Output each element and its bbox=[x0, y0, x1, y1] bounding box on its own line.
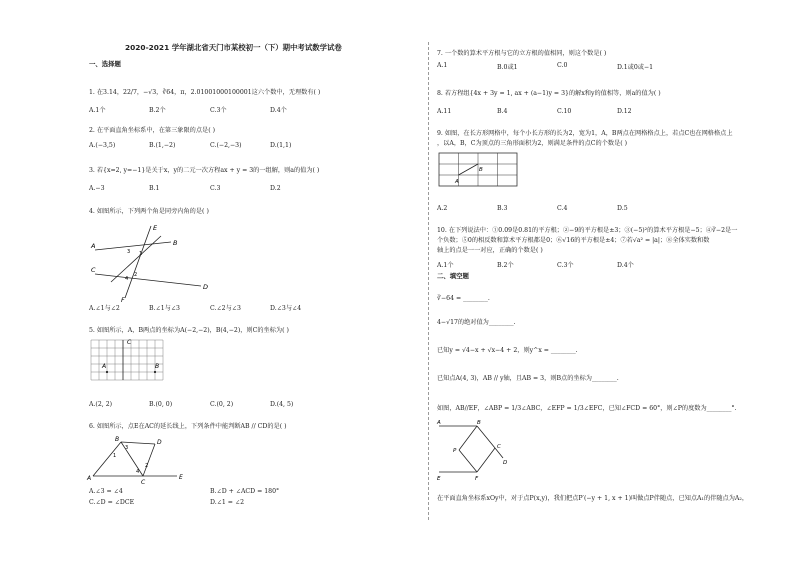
question-1: 1. 在3.14，22/7，−√3，∛64，π，2.01001000100001这六个数中，无理数有( ) bbox=[89, 89, 321, 96]
q3-option-c[interactable]: C.3 bbox=[210, 185, 221, 192]
fill-question-1: ∛−64 = ________. bbox=[437, 295, 490, 302]
f5-label-a: A bbox=[437, 420, 441, 426]
q9-label-b: B bbox=[479, 167, 483, 173]
q6-figure bbox=[87, 434, 191, 486]
f5-figure bbox=[439, 420, 519, 482]
q6-label-1: 1 bbox=[113, 453, 117, 459]
question-4: 4. 如图所示，下列两个角是同旁内角的是( ) bbox=[89, 208, 209, 215]
fill-question-6: 在平面直角坐标系xOy中，对于点P(x,y)，我们把点P′(−y + 1, x + 1)叫做点P伴随点，已知点A₁的伴随点为A₂， bbox=[437, 495, 749, 502]
q6-label-d: D bbox=[157, 439, 162, 446]
question-5: 5. 如图所示，A，B两点的坐标为A(−2,−2)，B(4,−2)，则C的坐标为( ) bbox=[89, 327, 289, 334]
q6-option-c[interactable]: C.∠D = ∠DCE bbox=[89, 499, 135, 506]
q3-option-a[interactable]: A.−3 bbox=[89, 185, 105, 192]
q4-label-e: E bbox=[153, 224, 158, 232]
q2-option-a[interactable]: A.(−3,5) bbox=[89, 142, 116, 149]
q6-label-4: 4 bbox=[136, 469, 140, 475]
question-8: 8. 若方程组{4x + 3y = 1, ax + (a−1)y = 3}的解x和y的值相等，则a的值为( ) bbox=[437, 90, 661, 97]
q10-option-b[interactable]: B.2个 bbox=[497, 262, 514, 269]
fill-question-4: 已知点A(4, 3)，AB // y轴，且AB = 3，则B点的坐标为________. bbox=[437, 375, 619, 382]
q7-option-a[interactable]: A.1 bbox=[437, 62, 448, 69]
q2-option-c[interactable]: C.(−2,−3) bbox=[210, 142, 242, 149]
q5-option-a[interactable]: A.(2, 2) bbox=[89, 401, 113, 408]
q6-option-d[interactable]: D.∠1 = ∠2 bbox=[210, 499, 245, 506]
q5-point-b bbox=[154, 371, 156, 373]
q1-option-d[interactable]: D.4个 bbox=[270, 107, 287, 114]
q5-point-a bbox=[106, 371, 108, 373]
q7-option-c[interactable]: C.0 bbox=[557, 62, 568, 69]
fill-question-2: 4−√17的绝对值为________. bbox=[437, 319, 516, 326]
question-3: 3. 若{x=2, y=−1}是关于x，y的二元一次方程ax + y = 3的一组解，则a的值为( ) bbox=[89, 167, 320, 174]
q4-label-b: B bbox=[173, 239, 178, 247]
q1-option-a[interactable]: A.1个 bbox=[89, 107, 106, 114]
f5-label-f: F bbox=[475, 476, 479, 482]
q10-option-a[interactable]: A.1个 bbox=[437, 262, 454, 269]
question-9-line-2: ，以A，B，C为顶点的三角形面积为2，则满足条件的点C的个数是( ) bbox=[437, 140, 628, 147]
q6-label-2: 2 bbox=[145, 463, 149, 469]
q6-label-c: C bbox=[141, 479, 146, 486]
q4-figure bbox=[91, 222, 211, 302]
q8-option-b[interactable]: B.4 bbox=[497, 108, 508, 115]
q10-option-c[interactable]: C.3个 bbox=[557, 262, 574, 269]
q1-option-b[interactable]: B.2个 bbox=[149, 107, 166, 114]
q3-option-d[interactable]: D.2 bbox=[270, 185, 281, 192]
question-10-line-1: 10. 在下列说法中：①0.09是0.81的平方根；②−9的平方根是±3；③(−5)²的算术平方根是−5；④∛−2是一 bbox=[437, 227, 738, 234]
question-10-line-3: 轴上的点是一一对应，正确的个数是( ) bbox=[437, 247, 543, 254]
column-divider bbox=[428, 42, 429, 520]
q8-option-c[interactable]: C.10 bbox=[557, 108, 572, 115]
q6-label-b: B bbox=[115, 436, 120, 443]
q4-option-c[interactable]: C.∠2与∠3 bbox=[210, 305, 241, 312]
q1-option-c[interactable]: C.3个 bbox=[210, 107, 227, 114]
question-10-line-2: 个负数；⑤0的相反数和算术平方根都是0；⑥√16的平方根是±4；⑦若√a² = |a|；⑧全体实数和数 bbox=[437, 237, 710, 244]
q9-option-a[interactable]: A.2 bbox=[437, 205, 448, 212]
q7-option-b[interactable]: B.0或1 bbox=[497, 64, 518, 71]
q5-label-c: C bbox=[127, 339, 132, 346]
fill-question-5: 如图，AB//EF，∠ABP = 1/3∠ABC，∠EFP = 1/3∠EFC，已知∠FCD = 60°，则∠P的度数为________°. bbox=[437, 405, 737, 412]
q10-option-d[interactable]: D.4个 bbox=[617, 262, 634, 269]
f5-label-p: P bbox=[453, 448, 457, 454]
q6-option-b[interactable]: B.∠D + ∠ACD = 180° bbox=[210, 488, 280, 495]
q6-option-a[interactable]: A.∠3 = ∠4 bbox=[89, 488, 123, 495]
fill-question-3: 已知y = √4−x + √x−4 + 2，则y^x = ________. bbox=[437, 347, 578, 354]
q9-label-a: A bbox=[455, 179, 459, 185]
q4-label-4: 4 bbox=[125, 276, 129, 282]
q6-label-3: 3 bbox=[125, 445, 129, 451]
q6-label-a: A bbox=[87, 475, 92, 482]
q5-grid-figure bbox=[89, 338, 164, 388]
q5-option-b[interactable]: B.(0, 0) bbox=[149, 401, 173, 408]
q7-option-d[interactable]: D.1或0或−1 bbox=[617, 64, 654, 71]
q4-option-d[interactable]: D.∠3与∠4 bbox=[270, 305, 302, 312]
q4-label-3: 3 bbox=[127, 249, 131, 255]
q5-option-c[interactable]: C.(0, 2) bbox=[210, 401, 234, 408]
f5-label-e: E bbox=[437, 476, 441, 482]
q8-option-d[interactable]: D.12 bbox=[617, 108, 632, 115]
q5-option-d[interactable]: D.(4, 5) bbox=[270, 401, 294, 408]
q4-label-a: A bbox=[91, 242, 96, 250]
q4-label-d: D bbox=[203, 283, 209, 291]
f5-label-c: C bbox=[497, 444, 501, 450]
q4-label-c: C bbox=[91, 266, 96, 274]
q4-option-b[interactable]: B.∠1与∠3 bbox=[149, 305, 180, 312]
q3-option-b[interactable]: B.1 bbox=[149, 185, 160, 192]
section-fill-in: 二、填空题 bbox=[437, 272, 469, 280]
q6-label-e: E bbox=[179, 474, 183, 481]
q5-label-a: A bbox=[102, 363, 107, 370]
f5-label-d: D bbox=[503, 460, 508, 466]
question-7: 7. 一个数的算术平方根与它的立方根的值相同，则这个数是( ) bbox=[437, 50, 607, 57]
q9-grid-figure bbox=[439, 153, 519, 189]
q4-label-2: 2 bbox=[134, 272, 138, 278]
section-multiple-choice: 一、选择题 bbox=[89, 60, 121, 68]
q4-label-1: 1 bbox=[139, 251, 143, 257]
question-9-line-1: 9. 如图，在长方形网格中，每个小长方形的长为2，宽为1，A，B两点在网格格点上，若点C也在网格格点上 bbox=[437, 130, 733, 137]
q9-option-b[interactable]: B.3 bbox=[497, 205, 508, 212]
q9-option-d[interactable]: D.5 bbox=[617, 205, 628, 212]
exam-title: 2020-2021 学年湖北省天门市某校初一（下）期中考试数学试卷 bbox=[125, 43, 342, 52]
q2-option-d[interactable]: D.(1,1) bbox=[270, 142, 292, 149]
question-2: 2. 在平面直角坐标系中，在第三象限的点是( ) bbox=[89, 127, 216, 134]
q5-label-b: B bbox=[155, 363, 160, 370]
q9-option-c[interactable]: C.4 bbox=[557, 205, 568, 212]
q8-option-a[interactable]: A.11 bbox=[437, 108, 452, 115]
q4-label-f: F bbox=[121, 296, 125, 304]
q4-option-a[interactable]: A.∠1与∠2 bbox=[89, 305, 120, 312]
q2-option-b[interactable]: B.(1,−2) bbox=[149, 142, 176, 149]
f5-label-b: B bbox=[477, 420, 481, 426]
question-6: 6. 如图所示，点E在AC的延长线上，下列条件中能判断AB // CD的是( ) bbox=[89, 423, 287, 430]
